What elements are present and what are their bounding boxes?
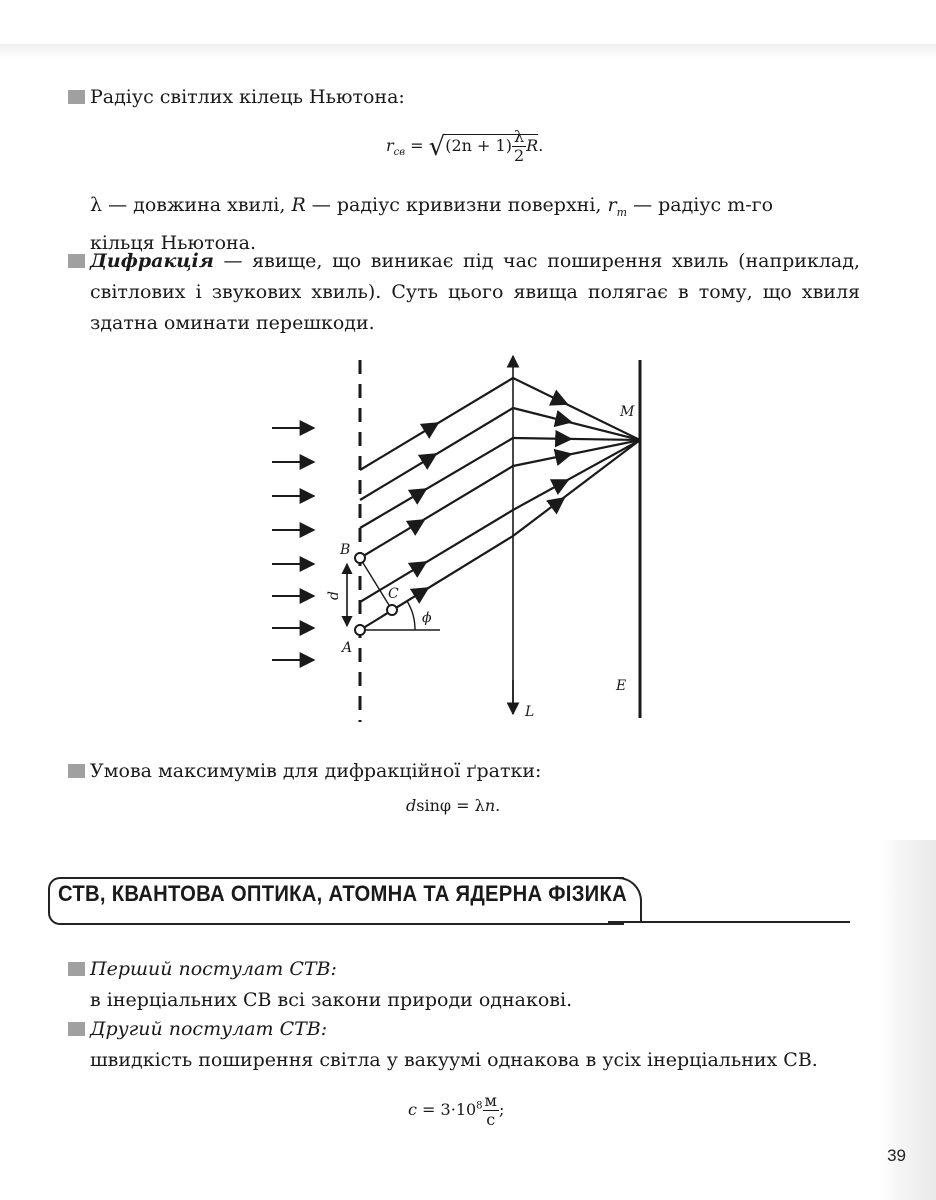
page-number: 39 (887, 1146, 906, 1165)
first-postulate: Перший постулат СТВ: в інерціальних СВ всі закони природи однакові. (90, 954, 860, 1016)
bullet-square-icon (68, 254, 85, 268)
label-B: B (340, 542, 351, 558)
label-A: A (342, 640, 353, 656)
point-B (355, 553, 365, 563)
section-header (48, 875, 848, 925)
section-title: СТВ, КВАНТОВА ОПТИКА, АТОМНА ТА ЯДЕРНА ФІЗИКА (58, 881, 628, 906)
segment-BC (360, 558, 392, 610)
label-L: L (525, 704, 535, 720)
light-speed-formula: $c = 3\cdot 10^8$ $\frac{м}{с}$ ; (408, 1091, 505, 1129)
bullet-square-icon (68, 90, 85, 104)
converging-rays (513, 378, 640, 536)
second-postulate: Другий постулат СТВ: швидкість поширення світла у вакуумі однакова в усіх інерціальних СВ. (90, 1014, 860, 1076)
diffraction-grating-diagram (270, 350, 690, 730)
label-C: C (388, 586, 399, 602)
label-E: E (616, 678, 627, 694)
bullet-square-icon (68, 1022, 85, 1036)
newton-description: λ — довжина хвилі, R — радіус кривизни поверхні, $r_m$ — радіус m-го кільця Ньютона. (90, 194, 774, 254)
newton-formula: $r_{св} = √(2n + 1)$ $\frac{\lambda}{2}$ R. (386, 127, 544, 165)
bullet-square-icon (68, 764, 85, 778)
diffracted-rays (360, 378, 513, 630)
newton-heading: Радіус світлих кілець Ньютона: (90, 82, 860, 113)
bullet-square-icon (68, 962, 85, 976)
label-phi: ϕ (422, 610, 432, 626)
sqrt-symbol-icon: √ (428, 132, 446, 162)
page-top-shade (0, 44, 936, 58)
grating-formula: dsinφ = λn. (406, 796, 501, 815)
grating-heading: Умова максимумів для дифракційної ґратки: (90, 756, 860, 787)
point-C (387, 605, 397, 615)
point-A (355, 625, 365, 635)
diffraction-definition: Дифракція — явище, що виникає під час поширення хвиль (наприклад, світлових і звукових хвиль). Суть цього явища полягає в тому, що хвиля здатна оминати перешкоди. (90, 246, 860, 339)
angle-arc (407, 601, 415, 630)
incident-arrows (272, 428, 314, 660)
label-M: M (620, 404, 635, 420)
label-d: d (326, 591, 342, 600)
